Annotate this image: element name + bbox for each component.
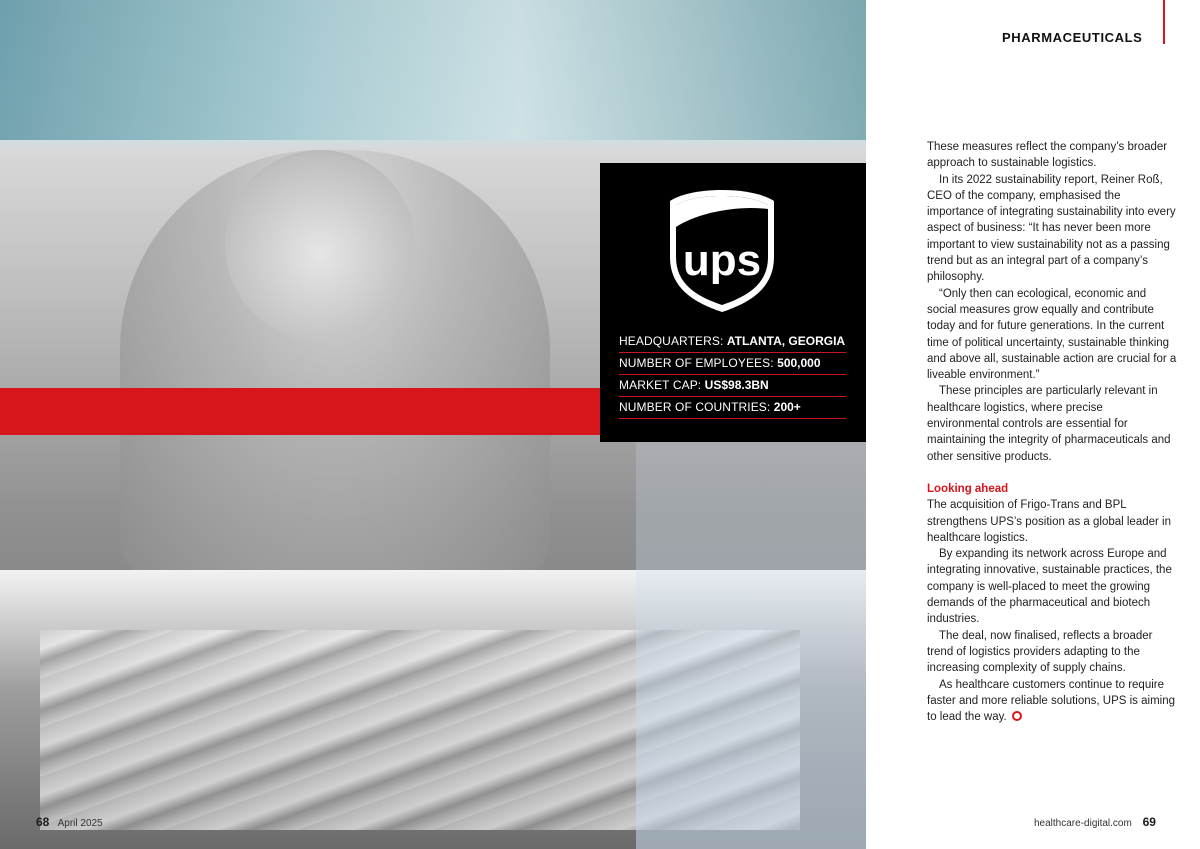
article-paragraph-last: As healthcare customers continue to require faster and more reliable solutions, UPS is aiming to lead the way. <box>927 678 1176 724</box>
fact-headquarters: HEADQUARTERS: ATLANTA, GEORGIA <box>619 331 846 353</box>
end-of-article-icon <box>1012 711 1022 721</box>
article-paragraph: In its 2022 sustainability report, Reiner Roß, CEO of the company, emphasised the importance of integrating sustainability into every aspect of business: “It has never been more important to view sustainability not as a passing trend but as an integral part of a company’s philosophy. <box>927 173 1176 284</box>
issue-date: April 2025 <box>57 818 103 829</box>
article-paragraph: These principles are particularly relevant in healthcare logistics, where precise environmental controls are essential for maintaining the integrity of pharmaceuticals and other sensitive products. <box>927 385 1171 463</box>
fact-market-cap: MARKET CAP: US$98.3BN <box>619 375 846 397</box>
company-facts <box>619 331 846 419</box>
fact-employees: NUMBER OF EMPLOYEES: 500,000 <box>619 353 846 375</box>
article-paragraph: These measures reflect the company’s broader approach to sustainable logistics. <box>927 141 1168 170</box>
red-stripe <box>0 388 600 435</box>
article-paragraph: The deal, now finalised, reflects a broader trend of logistics providers adapting to the increasing complexity of supply chains. <box>927 629 1153 675</box>
company-info-card <box>600 163 866 442</box>
article-body <box>927 139 1177 725</box>
article-paragraph: “Only then can ecological, economic and social measures grow equally and contribute today and for future generations. In the current time of political uncertainty, sustainable thinking and above all, sustainable action are crucial for a liveable environment.” <box>927 287 1177 382</box>
article-paragraph: By expanding its network across Europe and integrating innovative, sustainable practices, the company is well-placed to meet the growing demands of the pharmaceutical and biotech industries. <box>927 548 1172 626</box>
fact-countries: NUMBER OF COUNTRIES: 200+ <box>619 397 846 419</box>
photo-top-region <box>0 0 866 140</box>
footer-right <box>1034 815 1156 829</box>
page-number-left: 68 <box>36 815 50 829</box>
photo-worker-face <box>225 150 415 340</box>
article-subheading: Looking ahead <box>927 482 1009 495</box>
section-title: PHARMACEUTICALS <box>1002 30 1143 45</box>
photo-blue-tint <box>636 430 866 849</box>
article-paragraph: The acquisition of Frigo-Trans and BPL strengthens UPS’s position as a global leader in healthcare logistics. <box>927 499 1171 544</box>
site-url: healthcare-digital.com <box>1034 818 1132 829</box>
footer-left <box>36 815 103 829</box>
ups-logo-icon <box>667 187 777 315</box>
section-accent-rule <box>1163 0 1165 44</box>
svg-text:ups: ups <box>682 236 762 285</box>
page-number-right: 69 <box>1142 815 1156 829</box>
